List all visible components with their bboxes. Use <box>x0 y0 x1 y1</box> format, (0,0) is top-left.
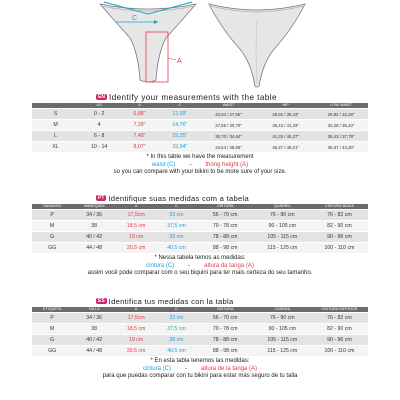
table-row <box>32 109 368 119</box>
mannequin-cell: 44 / 48 <box>72 243 116 253</box>
note-line: so you can compare with your bikini to be more sure of your size. <box>113 169 287 175</box>
note-line: * Nessa tabela temos as medidas: <box>154 255 246 261</box>
us-cell: 0 - 2 <box>79 109 119 119</box>
spanish-size-section <box>0 296 400 381</box>
us-cell: 10 - 14 <box>79 142 119 152</box>
portuguese-size-table <box>32 203 368 254</box>
hip-cell: 29,92 / 35,43" <box>257 109 314 119</box>
english-notes <box>0 154 400 177</box>
size-cell: G <box>32 232 72 242</box>
waist-cell: 78 - 88 cm <box>197 335 254 345</box>
table-header-cell: HIP <box>257 103 314 108</box>
table-header-row <box>32 204 368 209</box>
table-row <box>32 210 368 220</box>
table-header-cell: A <box>116 307 156 312</box>
language-badge-en: EN <box>98 94 105 100</box>
hip-cell: 115 - 125 cm <box>254 346 311 356</box>
table-row <box>32 335 368 345</box>
note-measurements <box>0 162 400 170</box>
table-header-cell: CINTURA BAIXA <box>311 204 368 209</box>
label-c: C <box>132 15 138 22</box>
low-waist-cell: 76 - 82 cm <box>311 210 368 220</box>
us-cell: 6 - 8 <box>79 131 119 141</box>
note-thong-height: altura da tanga (A) <box>204 262 254 269</box>
c-cell: 40,5 cm <box>156 346 196 356</box>
size-cell: XL <box>32 142 79 152</box>
size-cell: M <box>32 120 79 130</box>
mannequin-cell: 34 / 36 <box>72 210 116 220</box>
table-header-cell: C <box>160 103 200 108</box>
spanish-notes <box>0 358 400 381</box>
note-measurements <box>0 263 400 271</box>
size-cell: GG <box>32 346 72 356</box>
table-row <box>32 232 368 242</box>
table-header-cell: C <box>156 204 196 209</box>
waist-cell: 88 - 98 cm <box>197 346 254 356</box>
hip-cell: 45,27 / 49,21" <box>257 142 314 152</box>
low-waist-cell: 32,28 / 35,43" <box>314 120 368 130</box>
talla-cell: 40 / 42 <box>72 335 116 345</box>
waist-cell: 88 - 98 cm <box>197 243 254 253</box>
c-cell: 37,5 cm <box>156 324 196 334</box>
label-a: A <box>177 58 182 65</box>
low-waist-cell: 90 - 96 cm <box>311 232 368 242</box>
waist-cell: 27,55 / 30,70" <box>200 120 257 130</box>
size-cell: M <box>32 324 72 334</box>
c-cell: 33 cm <box>156 313 196 323</box>
portuguese-notes <box>0 255 400 278</box>
waist-cell: 22,04 / 27,55" <box>200 109 257 119</box>
low-waist-cell: 82 - 90 cm <box>311 324 368 334</box>
table-header-row <box>32 103 368 108</box>
table-header-cell: A <box>119 103 159 108</box>
table-header-cell: C <box>156 307 196 312</box>
size-cell: G <box>32 335 72 345</box>
language-badge-es: ES <box>98 298 105 304</box>
a-cell: 20,5 cm <box>116 243 156 253</box>
c-cell: 12,99" <box>160 109 200 119</box>
a-cell: 8,07" <box>119 142 159 152</box>
note-separator: - <box>188 262 191 269</box>
low-waist-cell: 76 - 82 cm <box>311 313 368 323</box>
hip-cell: 105 - 115 cm <box>254 232 311 242</box>
talla-cell: 44 / 48 <box>72 346 116 356</box>
english-size-section <box>0 92 400 177</box>
portuguese-size-section <box>0 193 400 278</box>
low-waist-cell: 90 - 96 cm <box>311 335 368 345</box>
waist-cell: 34,64 / 38,58" <box>200 142 257 152</box>
us-cell: 4 <box>79 120 119 130</box>
a-cell: 19 cm <box>116 335 156 345</box>
english-section-title: Identify your measurements with the table <box>108 92 277 102</box>
talla-cell: 34 / 36 <box>72 313 116 323</box>
size-cell: P <box>32 313 72 323</box>
note-separator: - <box>189 161 192 168</box>
waist-cell: 30,70 / 34,64" <box>200 131 257 141</box>
table-row <box>32 313 368 323</box>
note-line: assim você pode comparar com o seu biquini para ter mais certeza do seu tamanho. <box>87 270 313 276</box>
bikini-front-illustration <box>98 0 198 92</box>
low-waist-cell: 100 - 110 cm <box>311 243 368 253</box>
size-cell: M <box>32 221 72 231</box>
hip-cell: 76 - 90 cm <box>254 210 311 220</box>
table-header-row <box>32 307 368 312</box>
hip-cell: 115 - 125 cm <box>254 243 311 253</box>
size-cell: P <box>32 210 72 220</box>
waist-cell: 56 - 70 cm <box>197 210 254 220</box>
note-waist: cintura (C) <box>142 365 171 372</box>
c-cell: 39 cm <box>156 232 196 242</box>
low-waist-cell: 82 - 90 cm <box>311 221 368 231</box>
bikini-front-drawing <box>98 0 198 92</box>
a-cell: 17,5cm <box>116 210 156 220</box>
table-row <box>32 243 368 253</box>
c-cell: 37,5 cm <box>156 221 196 231</box>
mannequin-cell: 40 / 42 <box>72 232 116 242</box>
a-cell: 6,88" <box>119 109 159 119</box>
a-cell: 18,5 cm <box>116 221 156 231</box>
table-header-cell: CINTURA <box>197 204 254 209</box>
table-header-cell: US <box>79 103 119 108</box>
low-waist-cell: 39,37 / 43,30" <box>314 142 368 152</box>
a-cell: 20,5 cm <box>116 346 156 356</box>
table-header-cell: CADERA <box>254 307 311 312</box>
portuguese-section-header <box>0 193 400 203</box>
hip-cell: 76 - 90 cm <box>254 313 311 323</box>
hip-cell: 90 - 105 cm <box>254 324 311 334</box>
note-measurements <box>0 366 400 374</box>
waist-cell: 70 - 78 cm <box>197 324 254 334</box>
size-cell: S <box>32 109 79 119</box>
table-header-cell: A <box>116 204 156 209</box>
portuguese-section-title: Identifique suas medidas com a tabela <box>108 193 250 203</box>
note-line: para que puedas comparar con tu bikini para estar más seguro de tu talla <box>102 373 298 379</box>
waist-cell: 56 - 70 cm <box>197 313 254 323</box>
table-header-cell <box>32 103 79 108</box>
c-cell: 33 cm <box>156 210 196 220</box>
bikini-back-drawing <box>207 0 307 92</box>
language-badge-pt: PT <box>98 195 105 201</box>
hip-cell: 35,43 / 41,33" <box>257 120 314 130</box>
size-cell: L <box>32 131 79 141</box>
spanish-section-header <box>0 296 400 306</box>
c-cell: 39 cm <box>156 335 196 345</box>
spanish-section-title: Identifica tus medidas con la tabla <box>108 296 234 306</box>
note-line: * En esta tabla tenemos las medidas: <box>150 358 250 364</box>
size-cell: GG <box>32 243 72 253</box>
table-header-cell: ETIQUETA <box>32 307 72 312</box>
c-cell: 14,76" <box>160 120 200 130</box>
table-header-cell: TALLA <box>72 307 116 312</box>
note-thong-height: thong height (A) <box>205 161 249 168</box>
table-header-cell: QUADRIL <box>254 204 311 209</box>
talla-cell: 38 <box>72 324 116 334</box>
table-row <box>32 131 368 141</box>
note-waist: cintura (C) <box>146 262 175 269</box>
mannequin-cell: 38 <box>72 221 116 231</box>
a-cell: 7,28" <box>119 120 159 130</box>
table-row <box>32 120 368 130</box>
table-row <box>32 142 368 152</box>
a-cell: 7,48" <box>119 131 159 141</box>
waist-cell: 78 - 88 cm <box>197 232 254 242</box>
note-separator: - <box>184 365 187 372</box>
spanish-size-table <box>32 306 368 357</box>
bikini-back-illustration <box>207 0 307 92</box>
c-cell: 15,35" <box>160 131 200 141</box>
low-waist-cell: 35,43 / 37,79" <box>314 131 368 141</box>
table-header-cell: CINTURA <box>197 307 254 312</box>
note-thong-height: altura de la tanga (A) <box>200 365 258 372</box>
table-header-cell: TAMANHO <box>32 204 72 209</box>
table-header-cell: CINTURA INFERIOR <box>311 307 368 312</box>
note-waist: waist (C) <box>151 161 176 168</box>
note-line: * In this table we have the measurement <box>146 154 254 160</box>
english-section-header <box>0 92 400 102</box>
table-row <box>32 324 368 334</box>
c-cell: 15,94" <box>160 142 200 152</box>
table-row <box>32 346 368 356</box>
waist-cell: 70 - 78 cm <box>197 221 254 231</box>
table-row <box>32 221 368 231</box>
english-size-table <box>32 102 368 153</box>
hip-cell: 90 - 105 cm <box>254 221 311 231</box>
low-waist-cell: 29,92 / 32,28" <box>314 109 368 119</box>
low-waist-cell: 100 - 110 cm <box>311 346 368 356</box>
hip-cell: 105 - 115 cm <box>254 335 311 345</box>
a-cell: 17,5cm <box>116 313 156 323</box>
hip-cell: 41,33 / 45,27" <box>257 131 314 141</box>
table-header-cell: MANEQUIM <box>72 204 116 209</box>
table-header-cell: WAIST <box>200 103 257 108</box>
a-cell: 18,5 cm <box>116 324 156 334</box>
table-header-cell: LOW WAIST <box>314 103 368 108</box>
c-cell: 40,5 cm <box>156 243 196 253</box>
a-cell: 19 cm <box>116 232 156 242</box>
